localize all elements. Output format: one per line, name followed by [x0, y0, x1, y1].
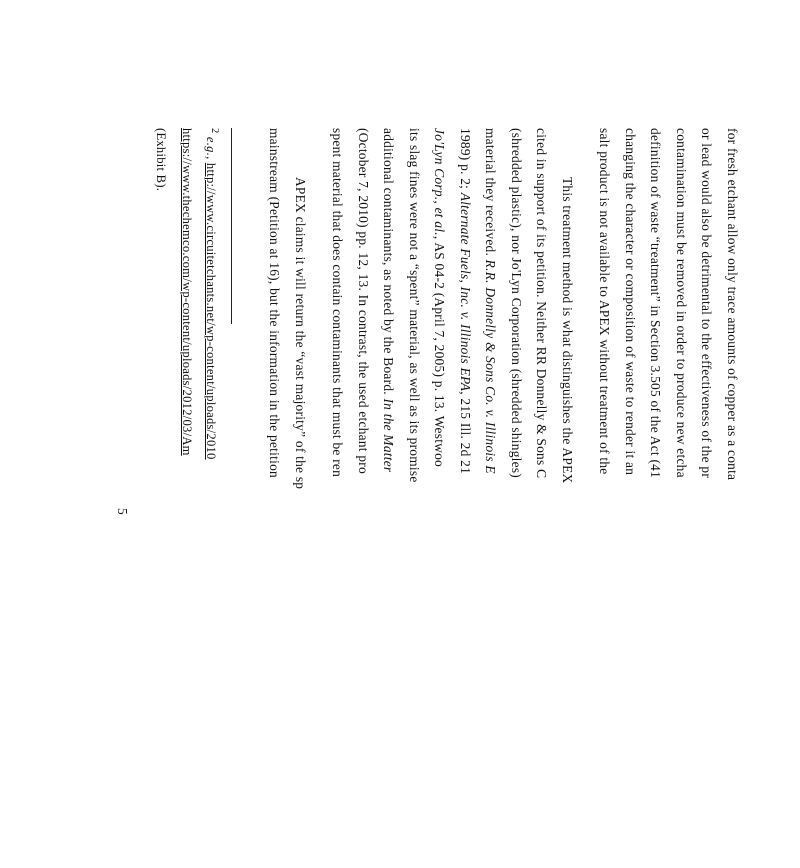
body-line-1: for fresh etchant allow only trace amounts of copper as a conta	[725, 128, 740, 481]
citation-jolyn: Jo'Lyn Corp., et al.	[432, 128, 448, 236]
body-line-14-text: additional contaminants, as noted by the Board.	[381, 128, 397, 395]
body-line-2: or lead would also be detrimental to the effectiveness of the pr	[699, 128, 715, 479]
citation-in-the-matter: In the Matter	[381, 398, 397, 473]
citation-alternate-fuels: Alternate Fuels, Inc. v. Illinois EPA	[458, 192, 473, 392]
body-line-18: mainstream (Petition at 16), but the information in the petition	[267, 128, 283, 478]
body-line-14	[381, 128, 397, 472]
citation-donnelly: R.R. Donnelly & Sons Co. v. Illinois E	[483, 259, 499, 474]
page-number: 5	[115, 508, 130, 515]
body-line-12	[432, 128, 448, 467]
body-line-5: changing the character or composition of waste to render it an	[623, 128, 638, 476]
body-line-12-tail: , AS 04-2 (April 7, 2005) p. 13. Westwoo	[432, 235, 448, 467]
body-line-11-text: 1989) p. 2;	[458, 128, 473, 190]
footnote-line-2	[179, 128, 194, 456]
footnote-line-1	[203, 128, 220, 460]
body-line-16: spent material that does contain contaminants that must be ren	[330, 128, 346, 478]
body-line-8: cited in support of its petition. Neither RR Donnelly & Sons C	[534, 128, 550, 479]
body-line-4: definition of waste “treatment” in Section 3.505 of the Act (41	[648, 128, 664, 479]
body-line-11-tail: , 215 Ill. 2d 21	[458, 391, 473, 475]
rotated-document-page	[100, 128, 740, 868]
footnote-prefix: e.g.,	[203, 136, 218, 160]
body-line-11	[457, 128, 473, 474]
footnote-link-circuitetchants[interactable]: http://www.circuitetchants.net/wp-content/uploads/2010	[203, 162, 218, 460]
body-line-3: contamination must be removed in order to produce new etcha	[674, 128, 689, 478]
body-line-7: This treatment method is what distinguishes the APEX	[560, 177, 575, 484]
footnote-link-thechemco[interactable]: https://www.thechemco.com/wp-content/uploads/2012/03/Am	[180, 128, 194, 456]
footnote-marker: 2	[209, 128, 220, 134]
body-line-6: salt product is not available to APEX without treatment of the	[597, 128, 613, 475]
body-line-10-text: material they received.	[483, 128, 499, 257]
body-line-9: (shredded plastic), nor Jo'Lyn Corporation (shredded shingles)	[509, 128, 524, 479]
body-line-10	[483, 128, 499, 474]
body-line-15: (October 7, 2010) pp. 12, 13. In contrast, the used etchant pro	[356, 128, 371, 474]
footnote-line-3: (Exhibit B).	[154, 128, 168, 192]
body-line-13: its slag fines were not a “spent” material, as well as its promise	[407, 128, 422, 483]
footnote-separator	[231, 128, 232, 324]
body-line-17: APEX claims it will return the “vast majority” of the sp	[293, 177, 308, 490]
